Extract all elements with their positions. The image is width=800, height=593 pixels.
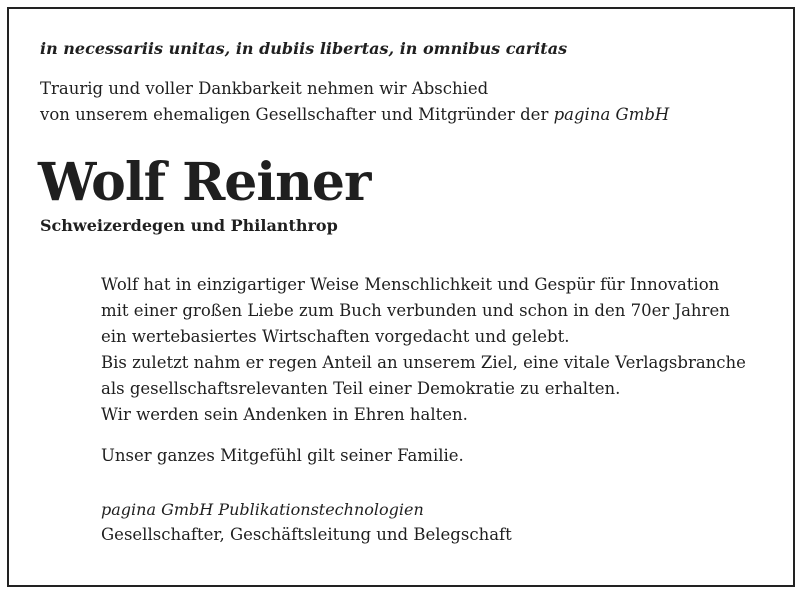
tribute-paragraph xyxy=(101,272,746,428)
intro-paragraph xyxy=(40,76,669,128)
tribute-line: Bis zuletzt nahm er regen Anteil an unserem Ziel, eine vitale Verlagsbranche xyxy=(101,353,746,372)
signature-staff: Gesellschafter, Geschäftsleitung und Belegschaft xyxy=(101,525,512,544)
intro-line-2 xyxy=(40,102,669,128)
latin-motto: in necessariis unitas, in dubiis libertas, in omnibus caritas xyxy=(40,39,568,58)
tribute-line: mit einer großen Liebe zum Buch verbunden und schon in den 70er Jahren xyxy=(101,301,730,320)
tribute-line: Wir werden sein Andenken in Ehren halten. xyxy=(101,405,468,424)
intro-company-name: pagina GmbH xyxy=(553,105,670,124)
tribute-line: ein wertebasiertes Wirtschaften vorgedacht und gelebt. xyxy=(101,327,570,346)
deceased-subtitle: Schweizerdegen und Philanthrop xyxy=(40,216,338,235)
tribute-line: als gesellschaftsrelevanten Teil einer Demokratie zu erhalten. xyxy=(101,379,621,398)
tribute-line: Wolf hat in einzigartiger Weise Menschlichkeit und Gespür für Innovation xyxy=(101,275,720,294)
sympathy-line: Unser ganzes Mitgefühl gilt seiner Familie. xyxy=(101,446,464,465)
intro-line-2-text: von unserem ehemaligen Gesellschafter und Mitgründer der xyxy=(40,105,554,124)
intro-line-1: Traurig und voller Dankbarkeit nehmen wir Abschied xyxy=(40,79,489,98)
deceased-name: Wolf Reiner xyxy=(38,152,371,213)
signature-company: pagina GmbH Publikationstechnologien xyxy=(101,500,424,519)
